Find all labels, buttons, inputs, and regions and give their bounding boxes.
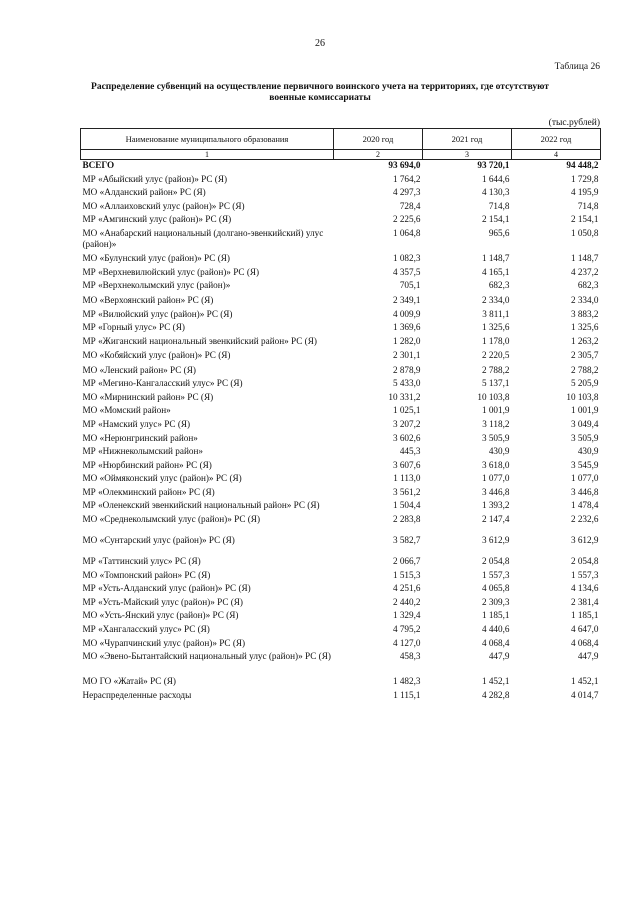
value-2022-cell: 2 788,2	[570, 364, 599, 375]
table-row	[81, 638, 601, 652]
municipality-name-cell: МО «Момский район»	[82, 405, 171, 416]
value-2021-cell: 93 720,1	[477, 160, 510, 170]
municipality-name-cell: МР «Оленекский эвенкийский национальный район» РС (Я)	[82, 500, 320, 511]
value-2020-cell: 705,1	[399, 280, 421, 291]
value-2020-cell: 1 025,1	[392, 405, 421, 416]
value-2022-cell: 3 446,8	[570, 486, 599, 497]
value-2020-cell: 1 329,4	[392, 610, 421, 621]
municipality-name-cell: МО «Булунский улус (район)» РС (Я)	[82, 252, 230, 263]
municipality-name-cell: МО «Ленский район» РС (Я)	[82, 364, 196, 375]
value-2021-cell: 4 130,3	[481, 187, 510, 198]
value-2022-cell: 2 054,8	[570, 556, 599, 567]
value-2022-cell: 447,9	[577, 651, 599, 662]
table-row	[81, 174, 601, 188]
table-row	[81, 570, 601, 584]
table-row	[81, 583, 601, 597]
table-row	[81, 535, 601, 556]
page-number: 26	[315, 38, 325, 49]
value-2022-cell: 1 325,6	[570, 322, 599, 333]
municipality-name-cell: МР «Усть-Алданский улус (район)» РС (Я)	[82, 583, 251, 594]
table-row	[81, 676, 601, 690]
table-row	[81, 556, 601, 570]
table-row	[81, 500, 601, 514]
municipality-name-cell: МО «Мирнинский район» РС (Я)	[82, 391, 214, 402]
value-2021-cell: 4 440,6	[481, 624, 510, 635]
value-2022-cell: 1 478,4	[570, 500, 599, 511]
value-2022-cell: 1 557,3	[570, 569, 599, 580]
value-2020-cell: 2 349,1	[392, 295, 421, 306]
value-2020-cell: 458,3	[399, 651, 421, 662]
value-2021-cell: 3 811,1	[482, 308, 510, 319]
municipality-name-cell: МО «Верхоянский район» РС (Я)	[82, 295, 214, 306]
value-2022-cell: 10 103,8	[566, 391, 599, 402]
municipality-name-cell: МО «Среднеколымский улус (район)» РС (Я)	[82, 514, 260, 525]
column-number: 4	[512, 150, 601, 160]
value-2020-cell: 3 582,7	[392, 535, 421, 546]
value-2021-cell: 2 154,1	[481, 214, 510, 225]
municipality-name-cell: МР «Таттинский улус» РС (Я)	[82, 556, 201, 567]
value-2020-cell: 1 504,4	[392, 500, 421, 511]
table-row	[81, 336, 601, 350]
table-row	[81, 610, 601, 624]
value-2021-cell: 965,6	[488, 227, 510, 238]
value-2020-cell: 1 515,3	[392, 569, 421, 580]
municipality-name-cell: МО «Алданский район» РС (Я)	[82, 187, 206, 198]
value-2021-cell: 2 220,5	[481, 349, 510, 360]
value-2020-cell: 4 297,3	[392, 187, 421, 198]
table-row	[81, 309, 601, 323]
value-2021-cell: 2 309,3	[481, 596, 510, 607]
value-2020-cell: 4 795,2	[392, 624, 421, 635]
value-2021-cell: 714,8	[488, 200, 510, 211]
value-2021-cell: 430,9	[488, 446, 510, 457]
value-2020-cell: 1 064,8	[392, 227, 421, 238]
value-2021-cell: 2 147,4	[481, 514, 510, 525]
value-2022-cell: 4 195,9	[570, 187, 599, 198]
table-row	[81, 624, 601, 638]
value-2022-cell: 2 232,6	[570, 514, 599, 525]
value-2020-cell: 3 607,6	[392, 459, 421, 470]
municipality-name-cell: МО «Эвено-Бытантайский национальный улус (район)» РС (Я)	[82, 651, 331, 662]
value-2020-cell: 1 282,0	[392, 335, 421, 346]
value-2022-cell: 2 334,0	[570, 295, 599, 306]
municipality-name-cell: МР «Верхнеколымский улус (район)»	[82, 280, 231, 291]
subvention-table	[80, 128, 601, 703]
value-2020-cell: 2 066,7	[392, 556, 421, 567]
table-row	[81, 253, 601, 267]
value-2021-cell: 1 185,1	[481, 610, 510, 621]
table-row	[81, 651, 601, 676]
table-row	[81, 405, 601, 419]
municipality-name-cell: МО «Усть-Янский улус (район)» РС (Я)	[82, 610, 239, 621]
value-2020-cell: 3 207,2	[392, 418, 421, 429]
table-row	[81, 280, 601, 295]
value-2021-cell: 1 452,1	[481, 676, 510, 687]
table-row	[81, 392, 601, 406]
municipality-name-cell: МР «Верхневилюйский улус (район)» РС (Я)	[82, 266, 260, 277]
value-2021-cell: 2 054,8	[481, 556, 510, 567]
total-row	[81, 160, 601, 174]
value-2022-cell: 1 148,7	[570, 252, 599, 263]
municipality-name-cell: МО «Анабарский национальный (долгано-эвенкийский) улус (район)»	[82, 227, 324, 249]
table-row	[81, 487, 601, 501]
value-2020-cell: 728,4	[399, 200, 421, 211]
municipality-name-cell: МР «Олекминский район» РС (Я)	[82, 486, 215, 497]
value-2022-cell: 682,3	[577, 280, 599, 291]
column-header-2021: 2021 год	[423, 129, 512, 150]
table-row	[81, 433, 601, 447]
value-2022-cell: 2 381,4	[570, 596, 599, 607]
value-2021-cell: 4 165,1	[481, 266, 510, 277]
value-2021-cell: 447,9	[488, 651, 510, 662]
table-row	[81, 514, 601, 535]
table-row	[81, 378, 601, 392]
value-2021-cell: 3 618,0	[481, 459, 510, 470]
value-2022-cell: 4 237,2	[570, 266, 599, 277]
table-title: Распределение субвенций на осуществление первичного воинского учета на территориях, где отсутствуют военные комиссариаты	[91, 82, 549, 103]
value-2020-cell: 3 561,2	[392, 486, 421, 497]
value-2021-cell: 1 325,6	[481, 322, 510, 333]
municipality-name-cell: МО «Кобяйский улус (район)» РС (Я)	[82, 349, 231, 360]
table-row	[81, 690, 601, 704]
value-2022-cell: 5 205,9	[570, 378, 599, 389]
table-row	[81, 365, 601, 379]
municipality-name-cell: МР «Нюрбинский район» РС (Я)	[82, 459, 212, 470]
municipality-name-cell: МР «Жиганский национальный эвенкийский район» РС (Я)	[82, 335, 317, 346]
value-2020-cell: 2 440,2	[392, 596, 421, 607]
value-2021-cell: 5 137,1	[481, 378, 510, 389]
value-2022-cell: 1 729,8	[570, 173, 599, 184]
value-2020-cell: 1 113,0	[393, 473, 421, 484]
value-2020-cell: 2 301,1	[392, 349, 421, 360]
value-2022-cell: 430,9	[577, 446, 599, 457]
table-row	[81, 201, 601, 215]
municipality-name-cell: МР «Абыйский улус (район)» РС (Я)	[82, 173, 228, 184]
value-2021-cell: 10 103,8	[477, 391, 510, 402]
value-2022-cell: 3 545,9	[570, 459, 599, 470]
value-2021-cell: 4 068,4	[481, 637, 510, 648]
value-2021-cell: 2 788,2	[481, 364, 510, 375]
municipality-name-cell: МО «Оймяконский улус (район)» РС (Я)	[82, 473, 242, 484]
column-number: 1	[81, 150, 334, 160]
value-2020-cell: 2 225,6	[392, 214, 421, 225]
table-row	[81, 214, 601, 228]
table-label: Таблица 26	[554, 62, 600, 72]
table-row	[81, 446, 601, 460]
value-2021-cell: 682,3	[488, 280, 510, 291]
value-2020-cell: 2 283,8	[392, 514, 421, 525]
value-2022-cell: 4 647,0	[570, 624, 599, 635]
value-2022-cell: 1 077,0	[570, 473, 599, 484]
column-header-name: Наименование муниципального образования	[81, 129, 334, 150]
municipality-name-cell: МР «Намский улус» РС (Я)	[82, 418, 191, 429]
municipality-name-cell: МР «Горный улус» РС (Я)	[82, 322, 185, 333]
table-row	[81, 322, 601, 336]
value-2022-cell: 1 185,1	[570, 610, 599, 621]
value-2020-cell: 3 602,6	[392, 432, 421, 443]
value-2021-cell: 3 118,2	[482, 418, 510, 429]
header-row	[81, 129, 601, 150]
column-header-2022: 2022 год	[512, 129, 601, 150]
column-number: 3	[423, 150, 512, 160]
units-label: (тыс.рублей)	[548, 118, 600, 128]
value-2022-cell: 4 068,4	[570, 637, 599, 648]
value-2021-cell: 2 334,0	[481, 295, 510, 306]
table-row	[81, 597, 601, 611]
value-2020-cell: 1 082,3	[392, 252, 421, 263]
municipality-name-cell: ВСЕГО	[82, 160, 115, 170]
table-row	[81, 187, 601, 201]
value-2022-cell: 3 049,4	[570, 418, 599, 429]
municipality-name-cell: МР «Усть-Майский улус (район)» РС (Я)	[82, 596, 243, 607]
value-2021-cell: 1 178,0	[481, 335, 510, 346]
value-2021-cell: 1 557,3	[481, 569, 510, 580]
municipality-name-cell: МР «Амгинский улус (район)» РС (Я)	[82, 214, 232, 225]
value-2022-cell: 3 505,9	[570, 432, 599, 443]
municipality-name-cell: МО «Томпонский район» РС (Я)	[82, 569, 211, 580]
table-row	[81, 419, 601, 433]
value-2020-cell: 93 694,0	[388, 160, 421, 170]
value-2022-cell: 4 134,6	[570, 583, 599, 594]
value-2021-cell: 3 612,9	[481, 535, 510, 546]
value-2022-cell: 2 154,1	[570, 214, 599, 225]
table-row	[81, 295, 601, 309]
value-2021-cell: 4 065,8	[481, 583, 510, 594]
value-2022-cell: 1 263,2	[570, 335, 599, 346]
table-row	[81, 228, 601, 253]
value-2020-cell: 4 357,5	[392, 266, 421, 277]
municipality-name-cell: МР «Нижнеколымский район»	[82, 446, 203, 457]
value-2020-cell: 1 115,1	[393, 689, 421, 700]
table-row	[81, 460, 601, 474]
value-2022-cell: 1 452,1	[570, 676, 599, 687]
value-2021-cell: 1 644,6	[481, 173, 510, 184]
value-2022-cell: 714,8	[577, 200, 599, 211]
value-2020-cell: 4 009,9	[392, 308, 421, 319]
municipality-name-cell: МР «Вилюйский улус (район)» РС (Я)	[82, 308, 233, 319]
column-header-2020: 2020 год	[334, 129, 423, 150]
value-2020-cell: 1 482,3	[392, 676, 421, 687]
value-2021-cell: 1 393,2	[481, 500, 510, 511]
value-2022-cell: 3 612,9	[570, 535, 599, 546]
table-row	[81, 473, 601, 487]
value-2020-cell: 445,3	[399, 446, 421, 457]
value-2021-cell: 3 505,9	[481, 432, 510, 443]
value-2022-cell: 1 050,8	[570, 227, 599, 238]
municipality-name-cell: МР «Хангаласский улус» РС (Я)	[82, 624, 210, 635]
value-2021-cell: 4 282,8	[481, 689, 510, 700]
municipality-name-cell: МР «Мегино-Кангаласский улус» РС (Я)	[82, 378, 243, 389]
value-2021-cell: 3 446,8	[481, 486, 510, 497]
column-number: 2	[334, 150, 423, 160]
municipality-name-cell: Нераспределенные расходы	[82, 689, 192, 700]
value-2020-cell: 1 764,2	[392, 173, 421, 184]
value-2020-cell: 2 878,9	[392, 364, 421, 375]
value-2022-cell: 3 883,2	[570, 308, 599, 319]
table-row	[81, 350, 601, 365]
value-2021-cell: 1 148,7	[481, 252, 510, 263]
municipality-name-cell: МО «Сунтарский улус (район)» РС (Я)	[82, 535, 235, 546]
value-2020-cell: 10 331,2	[388, 391, 421, 402]
value-2020-cell: 4 251,6	[392, 583, 421, 594]
municipality-name-cell: МО «Нерюнгринский район»	[82, 432, 198, 443]
municipality-name-cell: МО ГО «Жатай» РС (Я)	[82, 676, 176, 687]
table-row	[81, 267, 601, 281]
value-2022-cell: 4 014,7	[570, 689, 599, 700]
municipality-name-cell: МО «Аллаиховский улус (район)» РС (Я)	[82, 200, 245, 211]
municipality-name-cell: МО «Чурапчинский улус (район)» РС (Я)	[82, 637, 246, 648]
column-number-row	[81, 150, 601, 160]
value-2022-cell: 94 448,2	[566, 160, 599, 170]
value-2021-cell: 1 077,0	[481, 473, 510, 484]
value-2020-cell: 5 433,0	[392, 378, 421, 389]
value-2022-cell: 2 305,7	[570, 349, 599, 360]
value-2021-cell: 1 001,9	[481, 405, 510, 416]
value-2020-cell: 4 127,0	[392, 637, 421, 648]
value-2022-cell: 1 001,9	[570, 405, 599, 416]
value-2020-cell: 1 369,6	[392, 322, 421, 333]
